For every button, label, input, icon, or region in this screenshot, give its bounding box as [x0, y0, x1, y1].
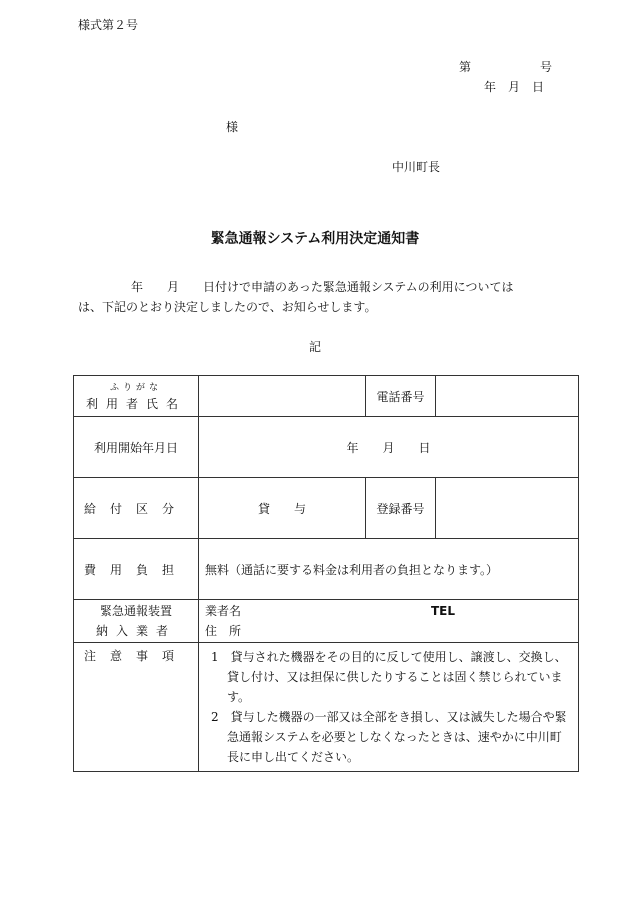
row-user-name [74, 376, 579, 417]
user-name-label-cell [74, 376, 199, 417]
cost-value: 無料（通話に要する料金は利用者の負担となります。） [199, 539, 579, 600]
category-value: 貸 与 [199, 478, 366, 539]
document-title: 緊急通報システム利用決定通知書 [210, 231, 420, 247]
notes-cell [199, 643, 579, 772]
document-number-suffix: 号 [540, 60, 553, 74]
row-vendor [74, 600, 579, 643]
registration-number-value[interactable] [436, 478, 579, 539]
vendor-label-line-1: 緊急通報装置 [99, 604, 172, 618]
category-label: 給付区分 [74, 478, 199, 539]
row-notes [74, 643, 579, 772]
body-text-line-1: 年 月 日付けで申請のあった緊急通報システムの利用については [131, 280, 514, 294]
furigana-label: ふりがな [109, 382, 162, 393]
user-name-label: 利用者氏名 [85, 396, 186, 411]
form-number: 様式第２号 [78, 18, 139, 32]
row-cost [74, 539, 579, 600]
start-date-value[interactable]: 年 月 日 [199, 417, 579, 478]
vendor-tel-label: TEL [431, 604, 456, 618]
cost-label: 費用負担 [74, 539, 199, 600]
body-text-line-2: は、下記のとおり決定しましたので、お知らせします。 [78, 300, 377, 314]
registration-number-label: 登録番号 [366, 478, 436, 539]
row-start-date [74, 417, 579, 478]
vendor-info-cell [199, 600, 579, 643]
vendor-label-cell [74, 600, 199, 643]
note-item-2: 2 貸与した機器の一部又は全部をき損し、又は滅失した場合や緊急通報システムを必要としなくなったときは、速やかに中川町長に申し出てください。 [211, 710, 567, 764]
vendor-address-label: 住 所 [205, 624, 242, 638]
phone-value[interactable] [436, 376, 579, 417]
ki-marker: 記 [308, 340, 321, 354]
addressee-honorific: 様 [226, 120, 239, 134]
start-date-label: 利用開始年月日 [74, 417, 199, 478]
vendor-name-label: 業者名 [205, 604, 242, 618]
user-name-value[interactable] [199, 376, 366, 417]
decision-table [73, 375, 579, 772]
notes-label: 注意事項 [74, 643, 199, 772]
note-item-1: 1 貸与された機器をその目的に反して使用し、譲渡し、交換し、貸し付け、又は担保に供したりすることは固く禁じられています。 [211, 650, 567, 704]
issuer-name: 中川町長 [392, 160, 441, 174]
document-number-prefix: 第 [459, 60, 472, 74]
row-category [74, 478, 579, 539]
phone-label: 電話番号 [366, 376, 436, 417]
vendor-label-line-2: 納入業者 [95, 624, 176, 638]
issue-date: 年 月 日 [484, 80, 545, 94]
